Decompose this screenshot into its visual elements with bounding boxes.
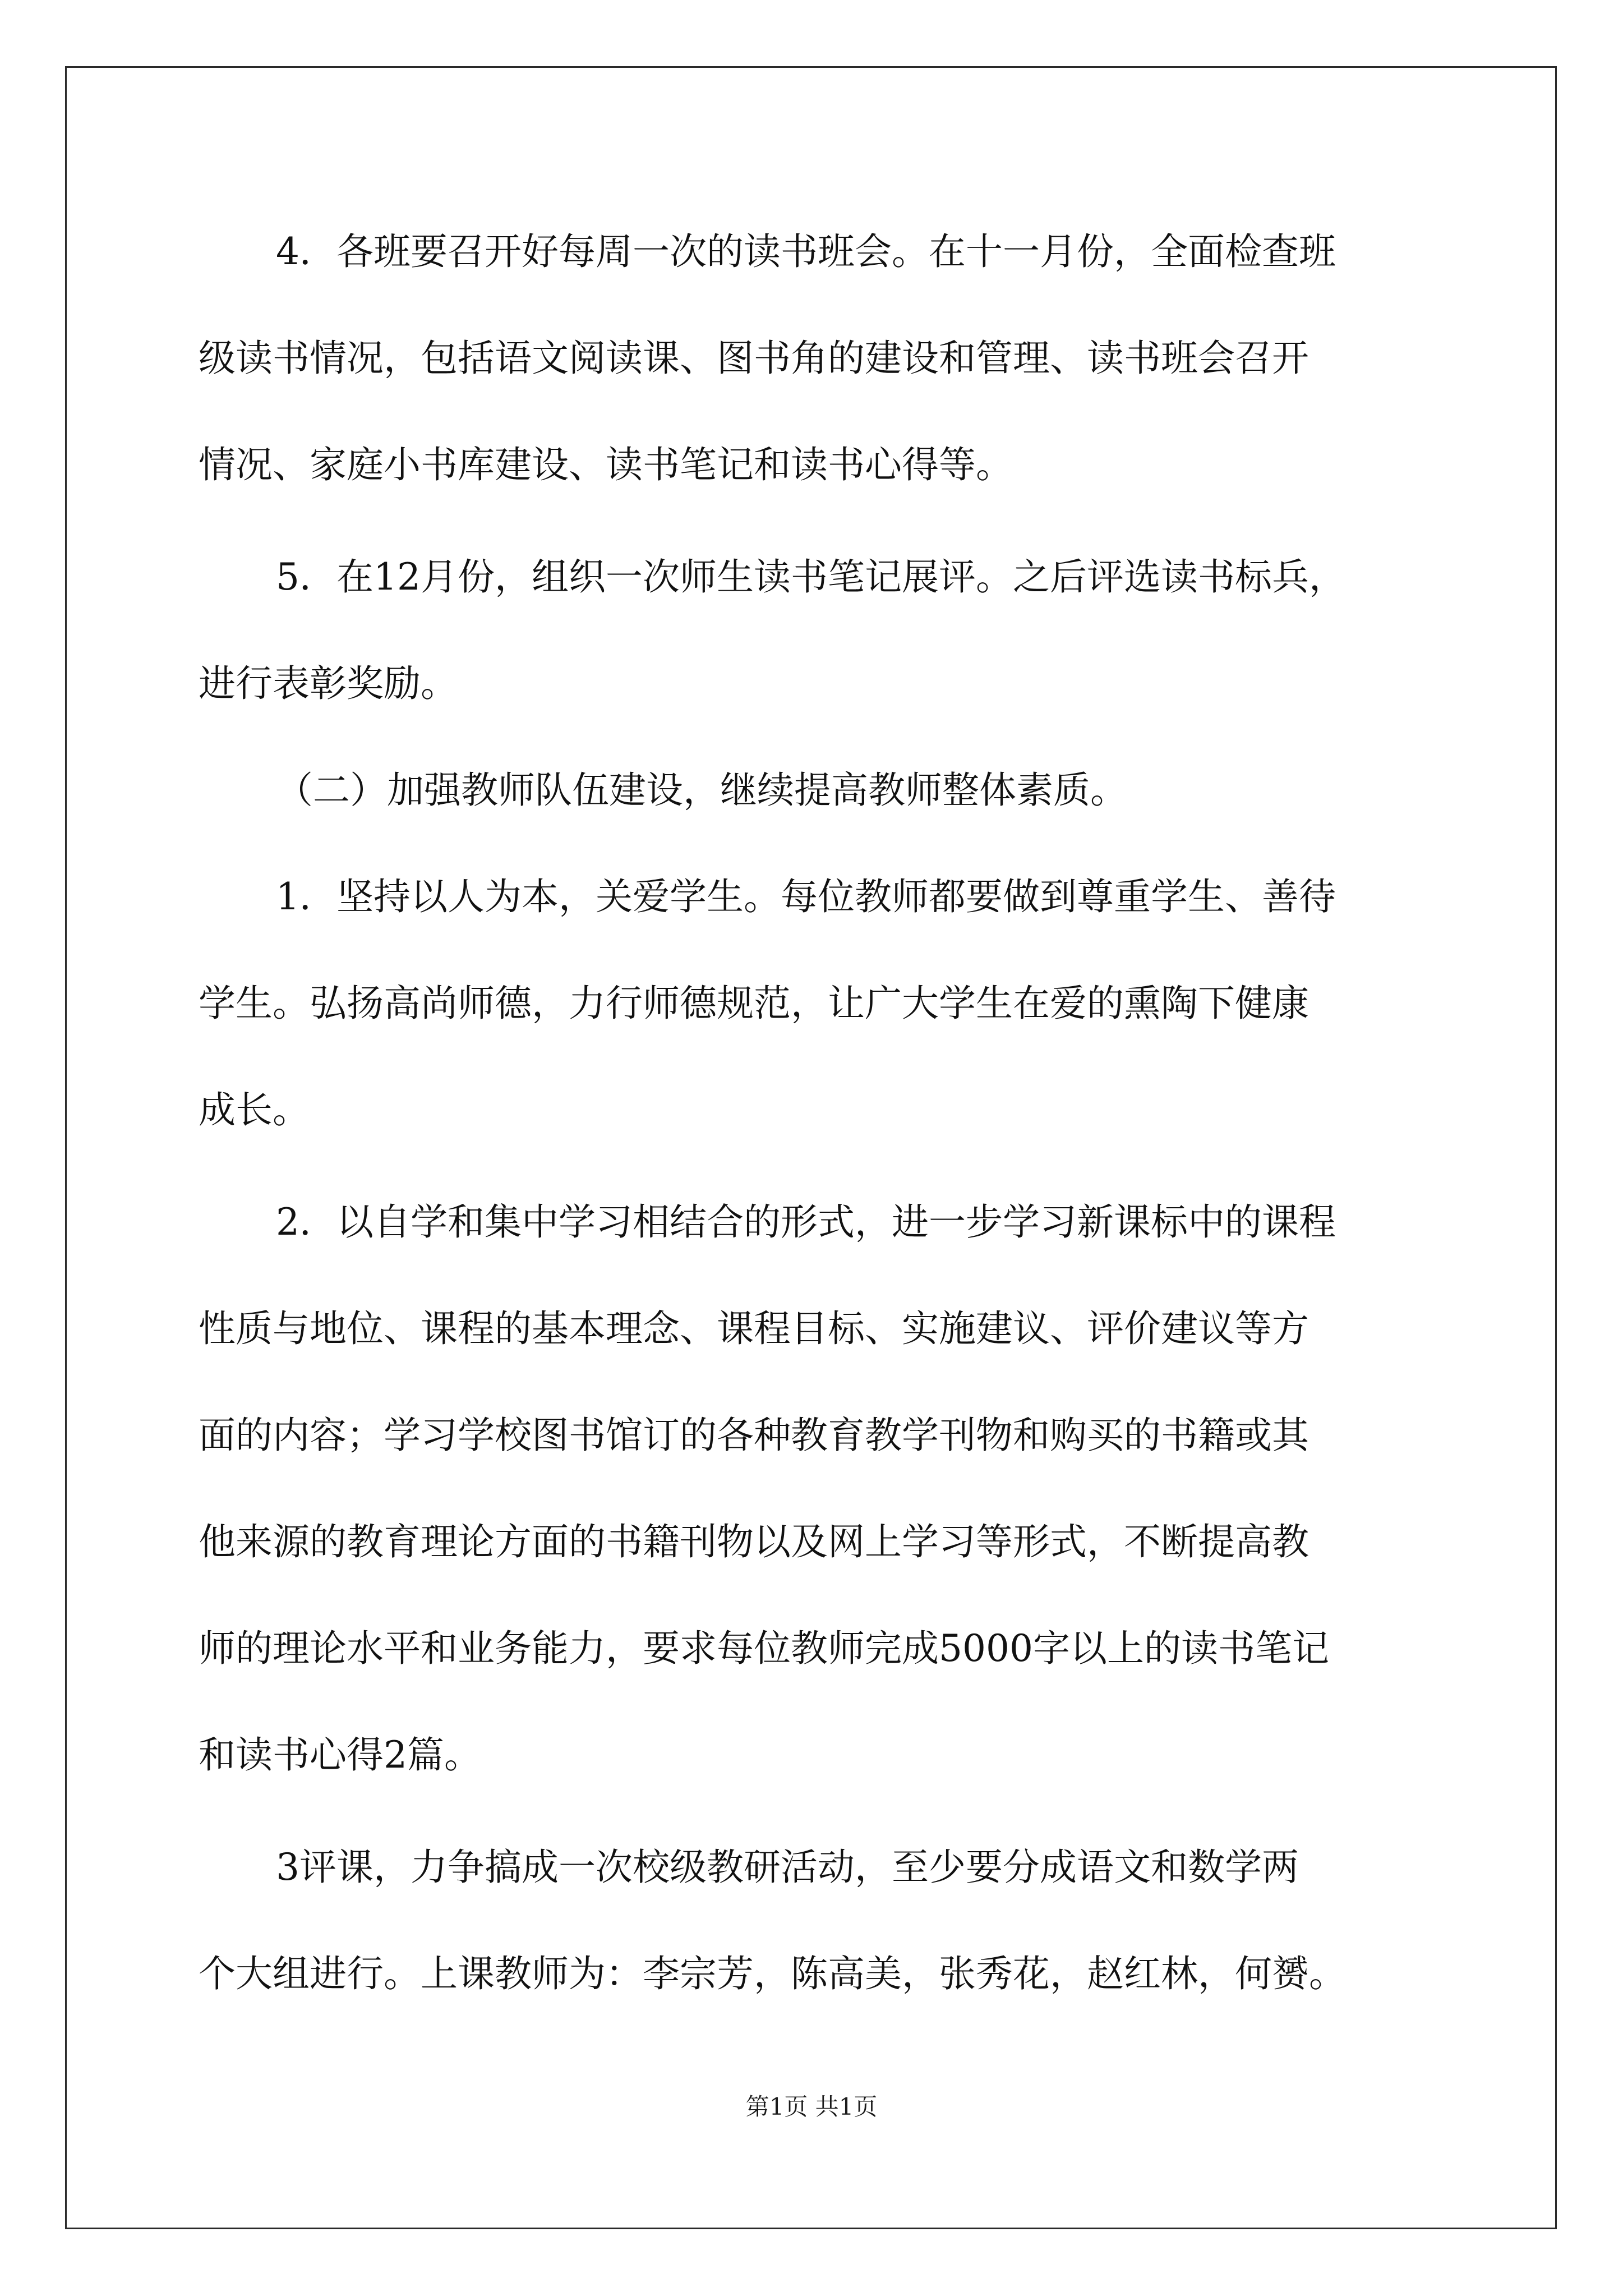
paragraph-2-line-3: 面的内容；学习学校图书馆订的各种教育教学刊物和购买的书籍或其 [199,1414,1309,1457]
paragraph-5-line-2: 进行表彰奖励。 [199,662,458,705]
paragraph-4-line-2: 级读书情况，包括语文阅读课、图书角的建设和管理、读书班会召开 [199,337,1309,380]
page-footer: 第1页 共1页 [745,2093,878,2120]
paragraph-3-line-2: 个大组进行。上课教师为：李宗芳，陈高美，张秀花，赵红林，何赟。 [199,1952,1346,1995]
paragraph-4-line-3: 情况、家庭小书库建设、读书笔记和读书心得等。 [199,443,1013,486]
section-heading: （二）加强教师队伍建设，继续提高教师整体素质。 [276,769,1127,812]
paragraph-1-line-1: 1．坚持以人为本，关爱学生。每位教师都要做到尊重学生、善待 [276,875,1336,918]
paragraph-2-line-6: 和读书心得2篇。 [199,1733,481,1777]
page-border [65,66,1557,2229]
paragraph-2-line-5: 师的理论水平和业务能力，要求每位教师完成5000字以上的读书笔记 [199,1627,1329,1670]
paragraph-1-line-2: 学生。弘扬高尚师德，力行师德规范，让广大学生在爱的熏陶下健康 [199,982,1309,1025]
paragraph-1-line-3: 成长。 [199,1088,310,1131]
paragraph-4-line-1: 4．各班要召开好每周一次的读书班会。在十一月份，全面检查班 [276,230,1336,273]
paragraph-2-line-4: 他来源的教育理论方面的书籍刊物以及网上学习等形式，不断提高教 [199,1520,1309,1563]
paragraph-5-line-1: 5．在12月份，组织一次师生读书笔记展评。之后评选读书标兵， [276,555,1346,599]
paragraph-3-line-1: 3评课，力争搞成一次校级教研活动，至少要分成语文和数学两 [276,1846,1299,1889]
paragraph-2-line-1: 2．以自学和集中学习相结合的形式，进一步学习新课标中的课程 [276,1200,1336,1244]
paragraph-2-line-2: 性质与地位、课程的基本理念、课程目标、实施建议、评价建议等方 [199,1307,1309,1350]
